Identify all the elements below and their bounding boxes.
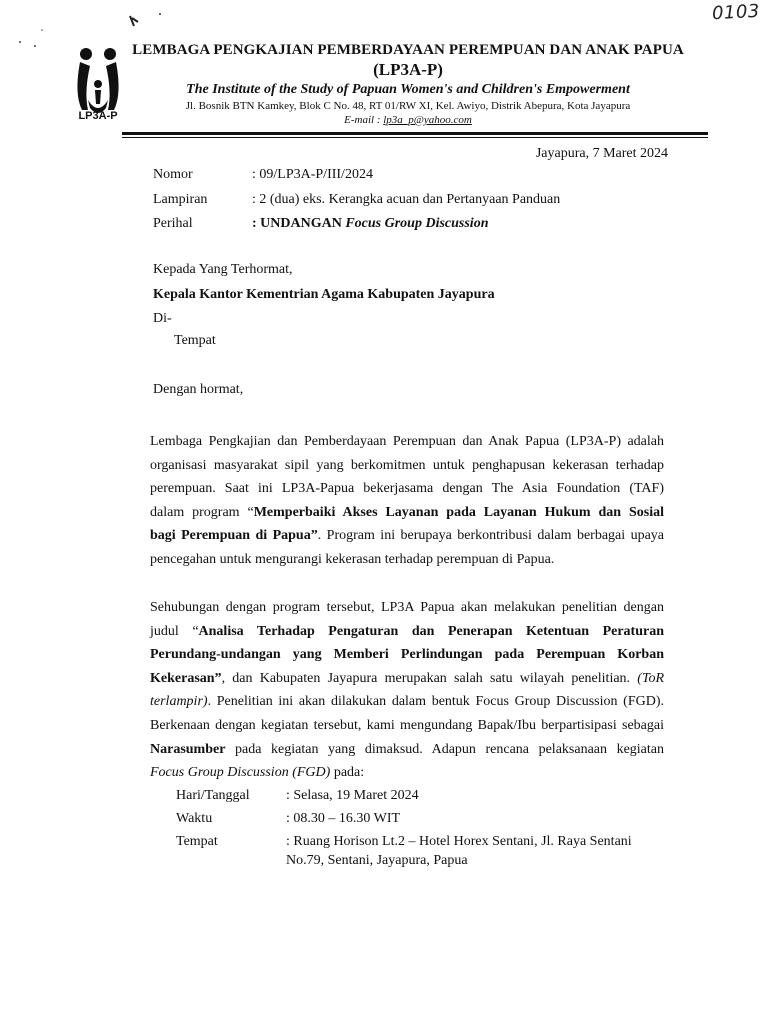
schedule-time-value: : 08.30 – 16.30 WIT bbox=[286, 811, 401, 826]
organization-acronym: (LP3A-P) bbox=[373, 60, 443, 79]
organization-english-name: The Institute of the Study of Papuan Women's and Children's Empowerment bbox=[186, 82, 630, 97]
schedule-place-value: : Ruang Horison Lt.2 – Hotel Horex Sentani, Jl. Raya Sentani bbox=[286, 834, 632, 849]
nomor-value: : 09/LP3A-P/III/2024 bbox=[252, 167, 373, 182]
research-title: Analisa Terhadap Pengaturan dan Penerapan Ketentuan Peraturan bbox=[198, 623, 664, 639]
email-link[interactable]: lp3a_p@yahoo.com bbox=[383, 114, 472, 126]
paragraph-line: Berkenaan dengan kegiatan tersebut, kami mengundang Bapak/Ibu berpartisipasi sebagai bbox=[150, 717, 664, 733]
schedule-place-label: Tempat bbox=[176, 834, 218, 849]
role-narasumber: Narasumber bbox=[150, 741, 226, 757]
paragraph-intro bbox=[150, 430, 664, 572]
paragraph-line: dalam program “Memperbaiki Akses Layanan pada Layanan Hukum dan Sosial bbox=[150, 504, 664, 520]
research-title-end: Kekerasan” bbox=[150, 670, 222, 686]
schedule-day-value: : Selasa, 19 Maret 2024 bbox=[286, 788, 419, 803]
paragraph-line: Narasumber pada kegiatan yang dimaksud. Adapun rencana pelaksanaan kegiatan bbox=[150, 741, 664, 757]
organization-name: LEMBAGA PENGKAJIAN PEMBERDAYAAN PEREMPUAN DAN ANAK PAPUA bbox=[132, 42, 684, 58]
program-name-cont: bagi Perempuan di Papua” bbox=[150, 528, 318, 544]
email-label: E-mail : bbox=[344, 114, 381, 126]
paragraph-line: Focus Group Discussion (FGD) pada: bbox=[150, 765, 365, 781]
lampiran-label: Lampiran bbox=[153, 192, 208, 207]
logo-label: LP3A-P bbox=[78, 110, 118, 122]
paragraph-line bbox=[150, 643, 664, 667]
salutation: Dengan hormat, bbox=[153, 382, 244, 397]
perihal-subject: Focus Group Discussion bbox=[345, 216, 489, 231]
lampiran-value: : 2 (dua) eks. Kerangka acuan dan Pertanyaan Panduan bbox=[252, 192, 561, 207]
schedule-time-label: Waktu bbox=[176, 811, 213, 826]
recipient-name: Kepala Kantor Kementrian Agama Kabupaten Jayapura bbox=[153, 287, 495, 302]
recipient-di: Di- bbox=[153, 311, 172, 326]
letter-date: Jayapura, 7 Maret 2024 bbox=[535, 146, 668, 161]
paragraph-line: organisasi masyarakat sipil yang berkomitmen untuk penghapusan kekerasan terhadap bbox=[150, 457, 664, 473]
letterhead-rule-thin bbox=[122, 137, 708, 138]
paragraph-line: Sehubungan dengan program tersebut, LP3A Papua akan melakukan penelitian dengan bbox=[150, 600, 664, 615]
handwritten-page-number: 0103 bbox=[711, 0, 761, 25]
schedule-place-value-cont: No.79, Sentani, Jayapura, Papua bbox=[286, 853, 468, 868]
research-title-cont: Perundang-undangan yang Memberi Perlindungan pada Perempuan Korban bbox=[150, 647, 664, 663]
paragraph-line: terlampir). Penelitian ini akan dilakukan dalam bentuk Focus Group Discussion (FGD). bbox=[150, 694, 664, 710]
letterhead-rule-thick bbox=[122, 132, 708, 135]
paragraph-research bbox=[150, 596, 664, 785]
recipient-place: Tempat bbox=[174, 333, 216, 348]
organization-address: Jl. Bosnik BTN Kamkey, Blok C No. 48, RT 01/RW XI, Kel. Awiyo, Distrik Abepura, Kota Jayapura bbox=[185, 100, 631, 112]
recipient-greeting: Kepada Yang Terhormat, bbox=[153, 262, 293, 277]
nomor-label: Nomor bbox=[153, 167, 193, 182]
paragraph-line: Lembaga Pengkajian dan Pemberdayaan Perempuan dan Anak Papua (LP3A-P) adalah bbox=[150, 434, 664, 449]
paragraph-line: pencegahan untuk mengurangi kekerasan terhadap perempuan di Papua. bbox=[150, 551, 555, 567]
paragraph-line: judul “Analisa Terhadap Pengaturan dan Penerapan Ketentuan Peraturan bbox=[150, 623, 664, 639]
paragraph-line: Kekerasan”, dan Kabupaten Jayapura merupakan salah satu wilayah penelitian. (ToR bbox=[150, 670, 664, 686]
program-name: Memperbaiki Akses Layanan pada Layanan Hukum dan Sosial bbox=[253, 504, 664, 520]
schedule-day-label: Hari/Tanggal bbox=[176, 788, 250, 803]
perihal-label: Perihal bbox=[153, 216, 193, 231]
organization-email bbox=[128, 114, 688, 126]
perihal-prefix: : UNDANGAN bbox=[252, 216, 342, 231]
paragraph-line: perempuan. Saat ini LP3A-Papua bekerjasama dengan The Asia Foundation (TAF) bbox=[150, 481, 664, 497]
perihal-value bbox=[252, 216, 488, 232]
paragraph-line: bagi Perempuan di Papua”. Program ini berupaya berkontribusi dalam berbagai upaya bbox=[150, 528, 665, 544]
